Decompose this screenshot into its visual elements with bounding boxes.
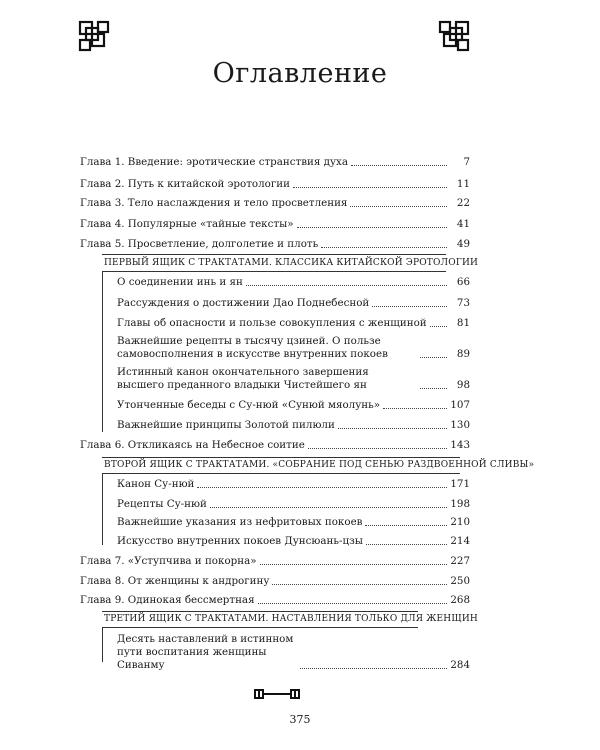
toc-entry[interactable]: Глава 8. От женщины к андрогину 250	[80, 575, 470, 587]
page-ref: 89	[456, 348, 470, 360]
page-title: Оглавление	[212, 58, 388, 89]
page-ref: 41	[456, 218, 470, 230]
page-ref: 49	[456, 238, 470, 250]
section-rule	[102, 611, 418, 612]
page-ref: 268	[450, 594, 470, 606]
corner-ornament-icon	[436, 20, 470, 54]
toc-entry[interactable]: Десять наставлений в истинном пути воспитания женщины Сиванму 284	[117, 633, 470, 671]
section-rule	[102, 627, 418, 628]
toc-entry[interactable]: Важнейшие указания из нефритовых покоев 210	[117, 516, 470, 528]
page-ref: 250	[450, 575, 470, 587]
toc-entry[interactable]: Истинный канон окончательного завершения высшего преданного владыки Чистейшего ян 98	[117, 366, 470, 391]
toc-entry[interactable]: Канон Су-нюй 171	[117, 478, 470, 490]
section-header: ВТОРОЙ ЯЩИК С ТРАКТАТАМИ. «СОБРАНИЕ ПОД СЕНЬЮ РАЗДВОЕННОЙ СЛИВЫ»	[104, 460, 535, 470]
section-rule	[102, 473, 460, 474]
page-ref: 11	[456, 178, 470, 190]
toc-entry[interactable]: Важнейшие принципы Золотой пилюли 130	[117, 419, 470, 431]
page-ref: 130	[450, 419, 470, 431]
toc-entry[interactable]: Рецепты Су-нюй 198	[117, 498, 470, 510]
section-rule	[102, 457, 460, 458]
toc-entry[interactable]: Утонченные беседы с Су-нюй «Сунюй мяолунь» 107	[117, 399, 470, 411]
toc-entry[interactable]: Важнейшие рецепты в тысячу цзиней. О пользе самовосполнения в искусстве внутренних покоев 89	[117, 335, 470, 360]
section-header: ТРЕТИЙ ЯЩИК С ТРАКТАТАМИ. НАСТАВЛЕНИЯ ТОЛЬКО ДЛЯ ЖЕНЩИН	[104, 614, 478, 624]
toc-entry[interactable]: О соединении инь и ян 66	[117, 276, 470, 288]
section-bracket	[102, 473, 103, 545]
page-ref: 7	[463, 156, 470, 168]
page-ref: 227	[450, 555, 470, 567]
section-header: ПЕРВЫЙ ЯЩИК С ТРАКТАТАМИ. КЛАССИКА КИТАЙСКОЙ ЭРОТОЛОГИИ	[104, 258, 479, 268]
page-ref: 107	[450, 399, 470, 411]
toc-entry[interactable]: Глава 4. Популярные «тайные тексты» 41	[80, 218, 470, 230]
page-number: 375	[289, 713, 311, 726]
page-ref: 81	[456, 317, 470, 329]
page-ref: 98	[456, 379, 470, 391]
page-ref: 214	[450, 535, 470, 547]
toc-entry[interactable]: Глава 6. Откликаясь на Небесное соитие 143	[80, 439, 470, 451]
divider-ornament-icon	[254, 688, 300, 700]
page-ref: 143	[450, 439, 470, 451]
corner-ornament-icon	[78, 20, 112, 54]
section-bracket	[102, 627, 103, 662]
toc-entry[interactable]: Рассуждения о достижении Дао Поднебесной 73	[117, 297, 470, 309]
toc-entry[interactable]: Глава 2. Путь к китайской эротологии 11	[80, 178, 470, 190]
page-ref: 73	[456, 297, 470, 309]
section-rule	[102, 271, 446, 272]
toc-entry[interactable]: Главы об опасности и пользе совокупления с женщиной 81	[117, 317, 470, 329]
toc-entry[interactable]: Глава 5. Просветление, долголетие и плоть 49	[80, 238, 470, 250]
section-rule	[102, 254, 446, 255]
toc-entry[interactable]: Глава 1. Введение: эротические странствия духа 7	[80, 156, 470, 168]
page-ref: 22	[456, 197, 470, 209]
section-bracket	[102, 271, 103, 432]
page-ref: 284	[450, 659, 470, 671]
page-ref: 210	[450, 516, 470, 528]
toc-entry[interactable]: Искусство внутренних покоев Дунсюань-цзы 214	[117, 535, 470, 547]
page-ref: 66	[456, 276, 470, 288]
toc-entry[interactable]: Глава 9. Одинокая бессмертная 268	[80, 594, 470, 606]
page-ref: 198	[450, 498, 470, 510]
toc-entry[interactable]: Глава 7. «Уступчива и покорна» 227	[80, 555, 470, 567]
page-ref: 171	[450, 478, 470, 490]
toc-entry[interactable]: Глава 3. Тело наслаждения и тело просветления 22	[80, 197, 470, 209]
